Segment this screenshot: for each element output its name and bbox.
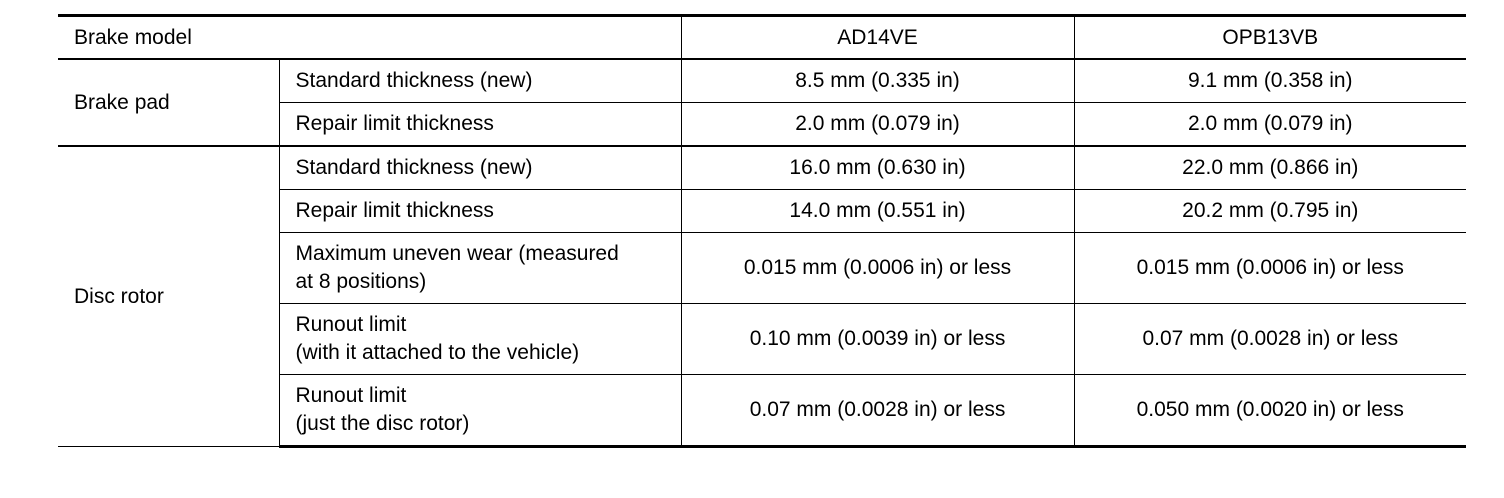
row-value-a: 0.07 mm (0.0028 in) or less <box>681 375 1074 447</box>
row-value-b: 0.050 mm (0.0020 in) or less <box>1074 375 1466 447</box>
header-model-b: OPB13VB <box>1074 16 1466 60</box>
row-item <box>279 304 681 375</box>
row-value-a: 0.10 mm (0.0039 in) or less <box>681 304 1074 375</box>
row-value-a: 2.0 mm (0.079 in) <box>681 103 1074 147</box>
row-item-line: (with it attached to the vehicle) <box>295 341 580 364</box>
header-brake-model: Brake model <box>58 16 681 60</box>
row-item-line: (just the disc rotor) <box>295 412 470 435</box>
table-row <box>58 146 1466 190</box>
row-value-a: 8.5 mm (0.335 in) <box>681 59 1074 103</box>
group-label-disc-rotor: Disc rotor <box>58 146 279 447</box>
group-label-brake-pad: Brake pad <box>58 59 279 146</box>
brake-spec-table <box>58 14 1466 448</box>
row-value-b: 9.1 mm (0.358 in) <box>1074 59 1466 103</box>
row-item-line: Runout limit <box>295 384 407 407</box>
row-value-a: 0.015 mm (0.0006 in) or less <box>681 233 1074 304</box>
header-model-a: AD14VE <box>681 16 1074 60</box>
row-item: Standard thickness (new) <box>279 146 681 190</box>
table-row <box>58 59 1466 103</box>
row-item: Standard thickness (new) <box>279 59 681 103</box>
row-item <box>279 233 681 304</box>
row-item: Repair limit thickness <box>279 103 681 147</box>
table-header-row <box>58 16 1466 60</box>
row-item <box>279 375 681 447</box>
row-value-a: 16.0 mm (0.630 in) <box>681 146 1074 190</box>
row-item: Repair limit thickness <box>279 190 681 233</box>
row-value-b: 20.2 mm (0.795 in) <box>1074 190 1466 233</box>
row-value-b: 0.015 mm (0.0006 in) or less <box>1074 233 1466 304</box>
row-item-line: Runout limit <box>295 313 407 336</box>
row-item-line: Maximum uneven wear (measured <box>295 242 619 265</box>
row-item-line: at 8 positions) <box>295 270 427 293</box>
row-value-b: 2.0 mm (0.079 in) <box>1074 103 1466 147</box>
row-value-a: 14.0 mm (0.551 in) <box>681 190 1074 233</box>
row-value-b: 0.07 mm (0.0028 in) or less <box>1074 304 1466 375</box>
row-value-b: 22.0 mm (0.866 in) <box>1074 146 1466 190</box>
